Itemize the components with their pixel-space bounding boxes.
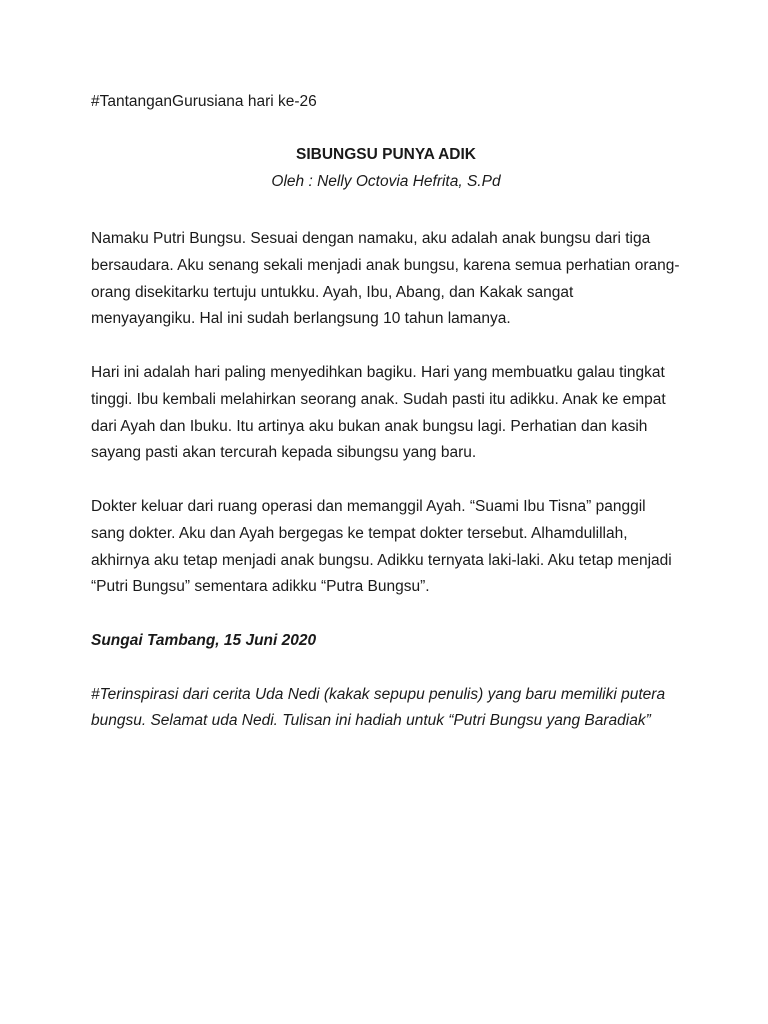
- document-page: [91, 92, 681, 735]
- inspiration-note: #Terinspirasi dari cerita Uda Nedi (kakak sepupu penulis) yang baru memiliki putera bungsu. Selamat uda Nedi. Tulisan ini hadiah untuk “Putri Bungsu yang Baradiak”: [91, 685, 666, 730]
- hashtag-line: #TantanganGurusiana hari ke-26: [91, 93, 317, 110]
- place-date-line: Sungai Tambang, 15 Juni 2020: [91, 631, 317, 649]
- author-line: Oleh : Nelly Octovia Hefrita, S.Pd: [271, 173, 501, 190]
- paragraph-2: Hari ini adalah hari paling menyedihkan bagiku. Hari yang membuatku galau tingkat tinggi. Ibu kembali melahirkan seorang anak. Sudah pasti itu adikku. Anak ke empat dari Ayah dan Ibuku. Itu artinya aku bukan anak bungsu lagi. Perhatian dan kasih sayang pasti akan tercurah kepada sibungsu yang baru.: [91, 363, 666, 462]
- paragraph-1: Namaku Putri Bungsu. Sesuai dengan namaku, aku adalah anak bungsu dari tiga bersaudara. Aku senang sekali menjadi anak bungsu, karena semua perhatian orang-orang disekitarku tertuju untukku. Ayah, Ibu, Abang, dan Kakak sangat menyayangiku. Hal ini sudah berlangsung 10 tahun lamanya.: [91, 230, 680, 328]
- story-title: SIBUNGSU PUNYA ADIK: [296, 146, 476, 163]
- paragraph-3: Dokter keluar dari ruang operasi dan memanggil Ayah. “Suami Ibu Tisna” panggil sang dokter. Aku dan Ayah bergegas ke tempat dokter tersebut. Alhamdulillah, akhirnya aku tetap menjadi anak bungsu. Adikku ternyata laki-laki. Aku tetap menjadi “Putri Bungsu” sementara adikku “Putra Bungsu”.: [91, 497, 672, 596]
